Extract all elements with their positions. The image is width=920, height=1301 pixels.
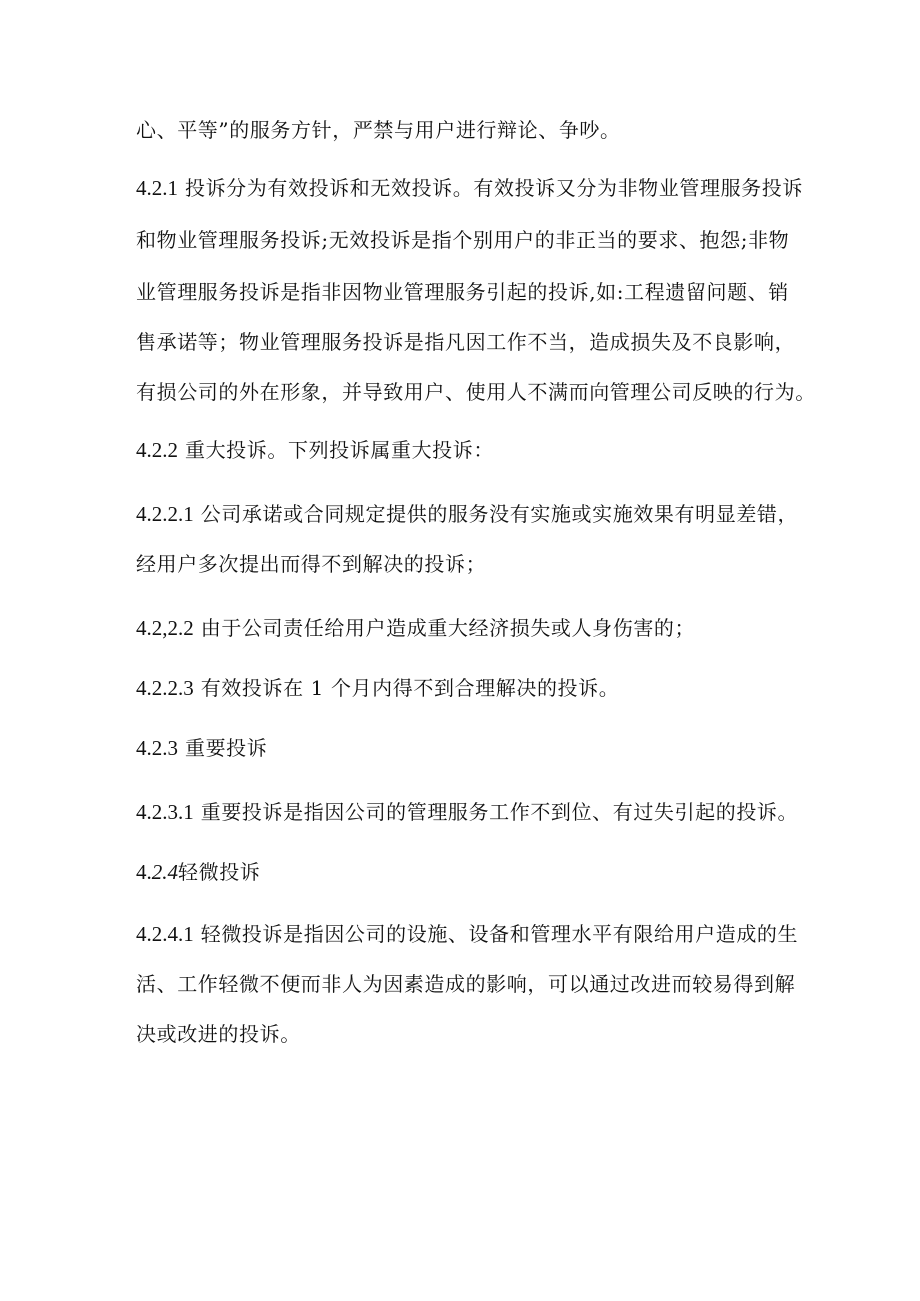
section-number: 4.2,2.2 (136, 616, 194, 640)
section-number: 4.2.1 (136, 176, 178, 200)
text-line (136, 1020, 796, 1048)
section-number-italic: 2.4 (151, 860, 178, 884)
text-line (136, 614, 796, 642)
paragraph-text: 重要投诉是指因公司的管理服务工作不到位、有过失引起的投诉。 (200, 800, 799, 824)
text-line (136, 798, 799, 826)
paragraph-text: 有损公司的外在形象，并导致用户、使用人不满而向管理公司反映的行为。 (136, 380, 816, 404)
text-line (136, 378, 816, 406)
section-number: 4.2.2 (136, 438, 178, 462)
text-line (136, 970, 796, 998)
paragraph-text: 业管理服务投诉是指非因物业管理服务引起的投诉,如:工程遗留问题、销 (136, 280, 789, 304)
section-number: 4.2.4.1 (136, 922, 194, 946)
text-line (136, 500, 799, 528)
paragraph-text: 和物业管理服务投诉;无效投诉是指个别用户的非正当的要求、抱怨;非物 (136, 228, 790, 252)
text-line (136, 734, 796, 762)
paragraph-text: 决或改进的投诉。 (136, 1022, 301, 1046)
section-number: 4.2.3 (136, 736, 178, 760)
section-number-prefix: 4. (136, 860, 152, 884)
paragraph-text: 活、工作轻微不便而非人为因素造成的影响，可以通过改进而较易得到解 (136, 972, 796, 996)
paragraph-text: 轻微投诉 (178, 860, 261, 884)
paragraph-text: 轻微投诉是指因公司的设施、设备和管理水平有限给用户造成的生 (200, 922, 799, 946)
paragraph-text: 心、平等”的服务方针，严禁与用户进行辩论、争吵。 (136, 118, 621, 142)
paragraph-text: 经用户多次提出而得不到解决的投诉； (136, 552, 487, 576)
text-line (136, 116, 796, 144)
text-line (136, 436, 796, 464)
section-number: 4.2.2.1 (136, 502, 194, 526)
section-number: 4.2.3.1 (136, 800, 194, 824)
section-number: 4.2.2.3 (136, 676, 194, 700)
paragraph-text: 由于公司责任给用户造成重大经济损失或人身伤害的； (200, 616, 696, 640)
paragraph-text: 有效投诉在 1 个月内得不到合理解决的投诉。 (200, 676, 620, 700)
paragraph-text: 公司承诺或合同规定提供的服务没有实施或实施效果有明显差错， (200, 502, 799, 526)
text-line (136, 174, 803, 202)
text-line (136, 858, 796, 886)
paragraph-text: 重要投诉 (184, 736, 268, 760)
text-line (136, 328, 796, 356)
paragraph-text: 售承诺等；物业管理服务投诉是指凡因工作不当，造成损失及不良影响， (136, 330, 796, 354)
text-line (136, 550, 796, 578)
paragraph-text: 重大投诉。下列投诉属重大投诉： (184, 438, 494, 462)
text-line (136, 674, 796, 702)
text-line (136, 226, 796, 254)
paragraph-text: 投诉分为有效投诉和无效投诉。有效投诉又分为非物业管理服务投诉 (184, 176, 803, 200)
text-line (136, 920, 799, 948)
text-line (136, 278, 796, 306)
